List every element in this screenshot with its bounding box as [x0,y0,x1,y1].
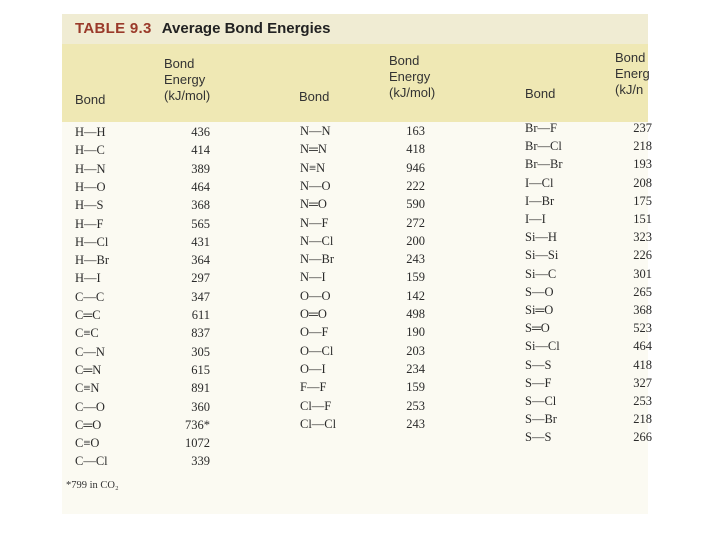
bond-cell: H—C [75,143,105,158]
bond-cell: I—Cl [525,175,554,190]
energy-cell: 142 [406,288,425,303]
energy-cell: 615 [191,362,210,377]
bond-cell: O—Cl [300,343,334,358]
energy-cell: 175 [633,193,652,208]
energy-cell: 272 [406,215,425,230]
energy-cell: 305 [191,344,210,359]
energy-cell: 218 [633,139,652,154]
bond-cell: Si═O [525,303,554,317]
table-caption [75,20,330,37]
energy-cell: 837 [191,326,210,341]
bond-cell: I—I [525,212,546,226]
table-number: TABLE 9.3 [75,20,152,37]
energy-cell: 193 [633,157,652,172]
bond-cell: N—Cl [300,233,334,248]
bond-cell: C—N [75,344,105,359]
energy-cell: 368 [633,303,652,317]
header-energy-col2-line2: Energy [389,69,431,84]
bond-cell: S═O [525,321,550,336]
bond-cell: H—S [75,198,104,213]
energy-cell: 736* [185,417,210,432]
header-energy-col1-line2: Energy [164,72,206,87]
energy-cell: 611 [191,308,210,322]
energy-cell: 891 [191,381,210,396]
energy-cell: 364 [191,253,210,268]
energy-cell: 243 [406,416,425,431]
energy-cell: 414 [191,143,210,158]
table-body [62,121,652,484]
bond-cell: N═O [300,197,327,212]
bond-cell: C—Cl [75,454,108,469]
bond-cell: C═N [75,362,102,377]
energy-cell: 1072 [185,436,210,451]
bond-cell: O—O [300,288,331,303]
energy-cell: 523 [633,321,652,336]
bond-cell: N—F [300,215,329,230]
energy-cell: 208 [633,175,652,190]
bond-cell: H—N [75,161,106,176]
bond-cell: Si—Cl [525,339,560,354]
bond-cell: N≡N [300,160,326,175]
table-footnote: *799 in CO₂ [66,480,119,491]
header-bond-col3: Bond [525,86,556,101]
bond-cell: S—Cl [525,394,557,408]
energy-cell: 253 [406,398,425,413]
energy-cell: 431 [191,234,210,249]
energy-cell: 418 [633,357,652,372]
bond-cell: N—I [300,270,326,285]
energy-cell: 200 [406,233,425,248]
energy-cell: 151 [633,212,652,226]
table-title-band [62,14,648,44]
energy-cell: 234 [406,361,425,376]
bond-cell: C—O [75,399,105,414]
header-energy-col3-line1: Bond [615,50,646,65]
bond-cell: Si—C [525,266,557,281]
bond-cell: H—H [75,125,106,139]
bond-cell: S—Br [525,412,557,427]
energy-cell: 265 [633,284,652,299]
energy-cell: 464 [191,179,210,194]
energy-cell: 418 [406,142,425,157]
bond-cell: H—O [75,179,106,194]
energy-cell: 323 [633,230,652,245]
bond-cell: N═N [300,142,327,157]
energy-cell: 327 [633,375,652,390]
bond-cell: S—O [525,284,554,299]
bond-cell: C═C [75,308,101,322]
energy-cell: 464 [633,339,652,354]
bond-cell: N—Br [300,252,335,267]
energy-cell: 159 [406,270,425,285]
energy-cell: 266 [633,430,652,445]
header-energy-col3-line3: (kJ/n [615,82,644,97]
energy-cell: 347 [191,289,210,304]
bond-cell: S—S [525,430,552,445]
bond-cell: S—S [525,357,552,372]
bond-cell: F—F [300,380,327,395]
energy-cell: 389 [191,161,210,176]
header-energy-col1-line3: (kJ/mol) [164,88,211,103]
energy-cell: 243 [406,252,425,267]
bond-cell: N—O [300,178,331,193]
bond-cell: S—F [525,375,552,390]
textbook-page [62,14,652,514]
bond-cell: Si—Si [525,248,559,263]
energy-cell: 163 [406,124,425,138]
bond-cell: C═O [75,417,102,432]
energy-cell: 368 [191,198,210,213]
bond-cell: H—Br [75,253,110,268]
bond-cell: Br—Br [525,157,563,172]
energy-cell: 301 [633,266,652,281]
header-energy-col3-line2: Energ [615,66,650,81]
energy-cell: 498 [406,307,425,321]
energy-cell: 590 [406,197,425,212]
energy-cell: 297 [191,271,210,286]
header-energy-col1-line1: Bond [164,56,195,71]
bond-cell: Si—H [525,230,557,245]
bond-cell: O—F [300,325,329,340]
bond-cell: Br—Cl [525,139,562,154]
energy-cell: 203 [406,343,425,358]
energy-cell: 565 [191,216,210,231]
table-title: Average Bond Energies [161,20,331,37]
header-energy-col2-line3: (kJ/mol) [389,85,436,100]
bond-cell: Cl—Cl [300,416,337,431]
energy-cell: 360 [191,399,210,414]
bond-cell: O═O [300,307,327,321]
bond-cell: O—I [300,361,326,376]
energy-cell: 339 [191,454,210,469]
bond-cell: H—I [75,271,101,286]
bond-cell: Cl—F [300,398,332,413]
header-energy-col2-line1: Bond [389,53,420,68]
bond-cell: C—C [75,289,105,304]
energy-cell: 222 [406,178,425,193]
bond-cell: I—Br [525,193,555,208]
table-header [62,44,648,122]
bond-cell: C≡O [75,436,100,451]
bond-cell: H—Cl [75,234,109,249]
bond-cell: C≡N [75,381,100,396]
bond-cell: N—N [300,124,331,138]
energy-cell: 159 [406,380,425,395]
bond-cell: H—F [75,216,104,231]
energy-cell: 226 [633,248,652,263]
energy-cell: 253 [633,394,652,408]
header-bond-col2: Bond [299,89,330,104]
energy-cell: 190 [406,325,425,340]
header-bond-col1: Bond [75,92,106,107]
energy-cell: 218 [633,412,652,427]
energy-cell: 237 [633,121,652,135]
energy-cell: 436 [191,125,210,139]
bond-cell: Br—F [525,121,557,135]
energy-cell: 946 [406,160,425,175]
bond-cell: C≡C [75,326,99,341]
